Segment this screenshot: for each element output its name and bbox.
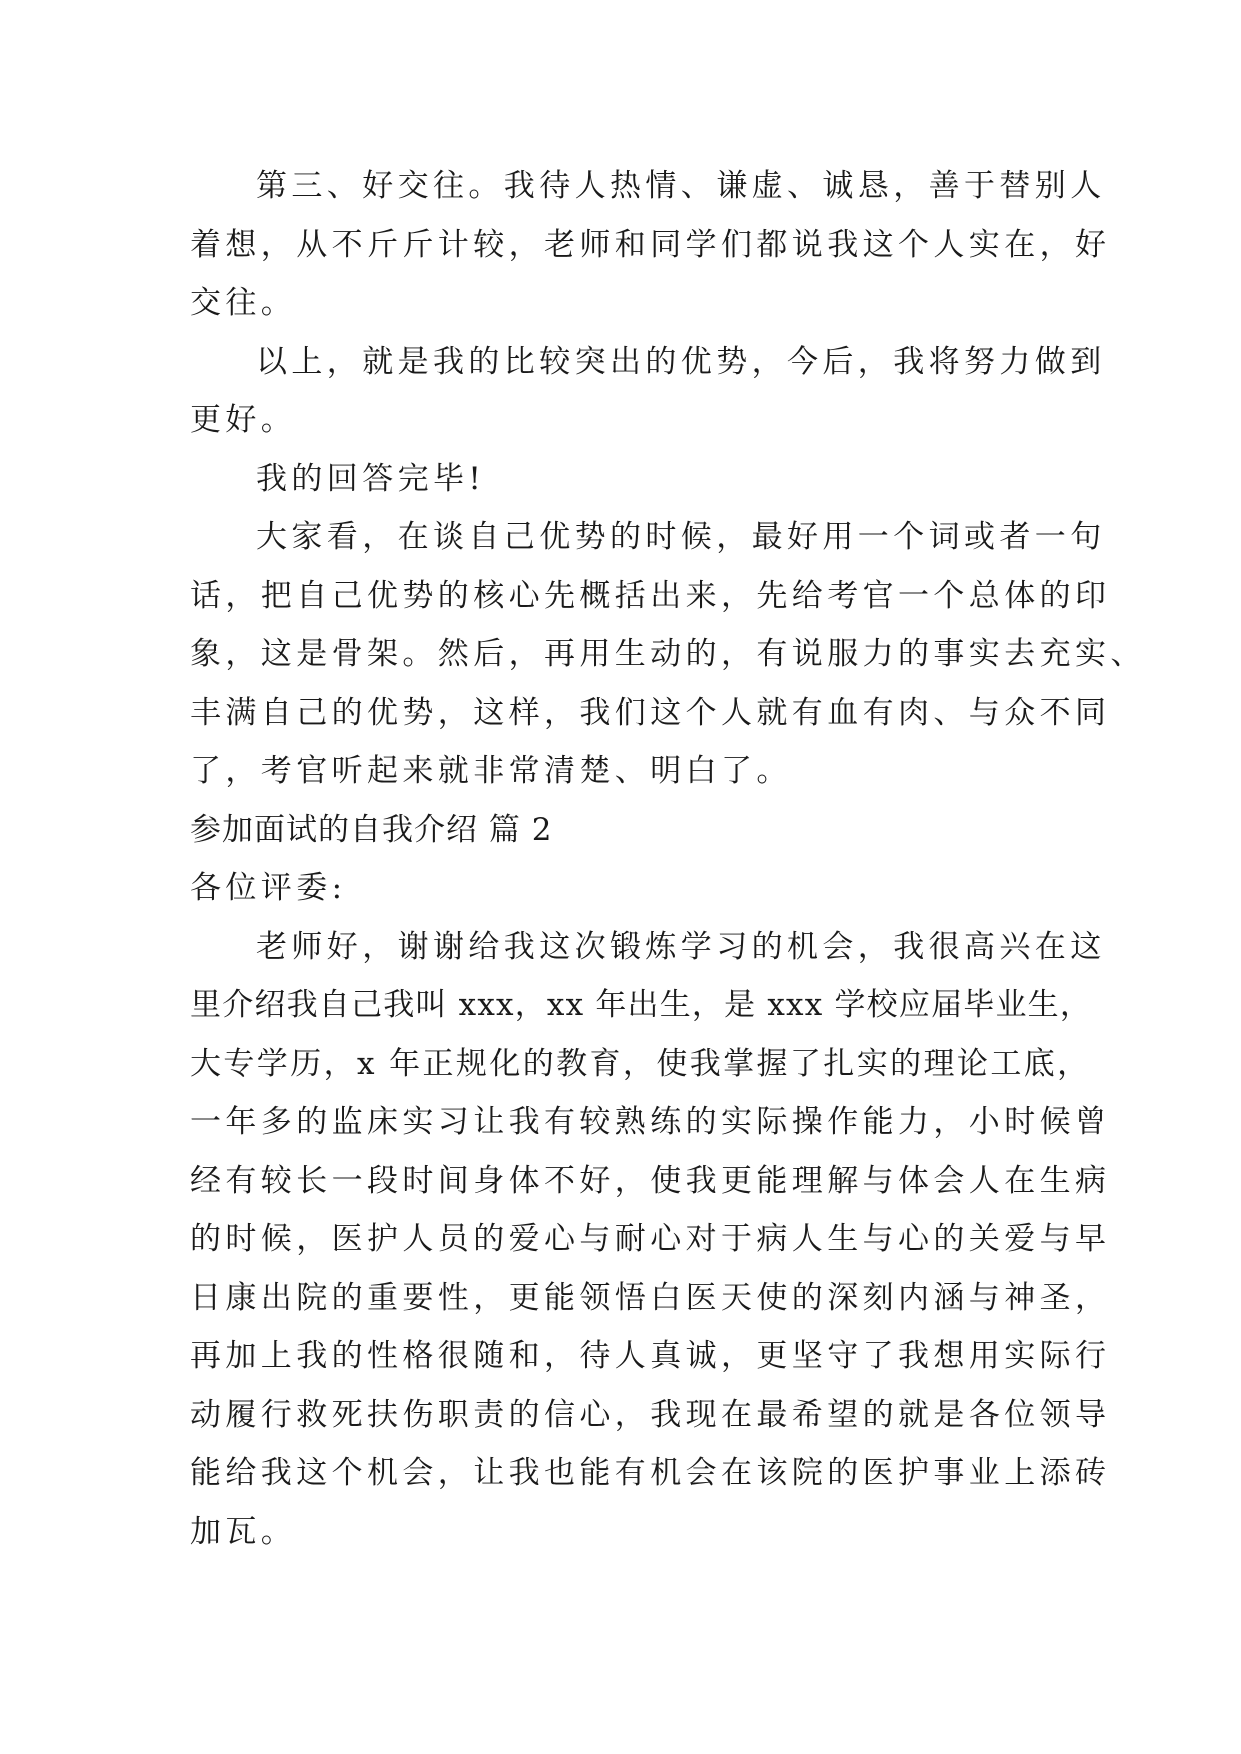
paragraph-line: 交往。	[190, 285, 297, 321]
paragraph-line: 以上，就是我的比较突出的优势，今后，我将努力做到	[256, 343, 1106, 380]
paragraph-line: 了，考官听起来就非常清楚、明白了。	[190, 753, 792, 789]
section-heading: 参加面试的自我介绍 篇 2	[190, 811, 553, 848]
paragraph-line: 能给我这个机会，让我也能有机会在该院的医护事业上添砖	[190, 1455, 1111, 1491]
paragraph-line: 更好。	[190, 402, 297, 438]
paragraph-line: 经有较长一段时间身体不好，使我更能理解与体会人在生病	[190, 1162, 1111, 1199]
paragraph-line: 话，把自己优势的核心先概括出来，先给考官一个总体的印	[190, 577, 1111, 614]
document-page	[190, 157, 1146, 1561]
paragraph-line: 我的回答完毕!	[256, 460, 486, 497]
paragraph-line: 象，这是骨架。然后，再用生动的，有说服力的事实去充实、	[190, 636, 1146, 672]
paragraph-line: 里介绍我自己我叫 xxx，xx 年出生，是 xxx 学校应届毕业生，	[190, 987, 1093, 1023]
paragraph-line: 日康出院的重要性，更能领悟白医天使的深刻内涵与神圣，	[190, 1279, 1111, 1316]
paragraph-line: 着想，从不斤斤计较，老师和同学们都说我这个人实在，好	[190, 226, 1111, 263]
paragraph-line: 的时候，医护人员的爱心与耐心对于病人生与心的关爱与早	[190, 1221, 1111, 1257]
paragraph-line: 第三、好交往。我待人热情、谦虚、诚恳，善于替别人	[256, 168, 1106, 204]
paragraph-line: 大专学历，x 年正规化的教育，使我掌握了扎实的理论工底，	[190, 1045, 1091, 1082]
paragraph-line: 再加上我的性格很随和，待人真诚，更坚守了我想用实际行	[190, 1338, 1111, 1374]
paragraph-line: 加瓦。	[190, 1513, 297, 1550]
paragraph-line: 一年多的监床实习让我有较熟练的实际操作能力，小时候曾	[190, 1104, 1111, 1140]
paragraph-line: 丰满自己的优势，这样，我们这个人就有血有肉、与众不同	[190, 694, 1111, 731]
paragraph-line: 大家看，在谈自己优势的时候，最好用一个词或者一句	[256, 519, 1106, 555]
paragraph-line: 动履行救死扶伤职责的信心，我现在最希望的就是各位领导	[190, 1396, 1111, 1433]
paragraph-line: 老师好，谢谢给我这次锻炼学习的机会，我很高兴在这	[256, 928, 1106, 965]
salutation-line: 各位评委:	[190, 870, 347, 906]
